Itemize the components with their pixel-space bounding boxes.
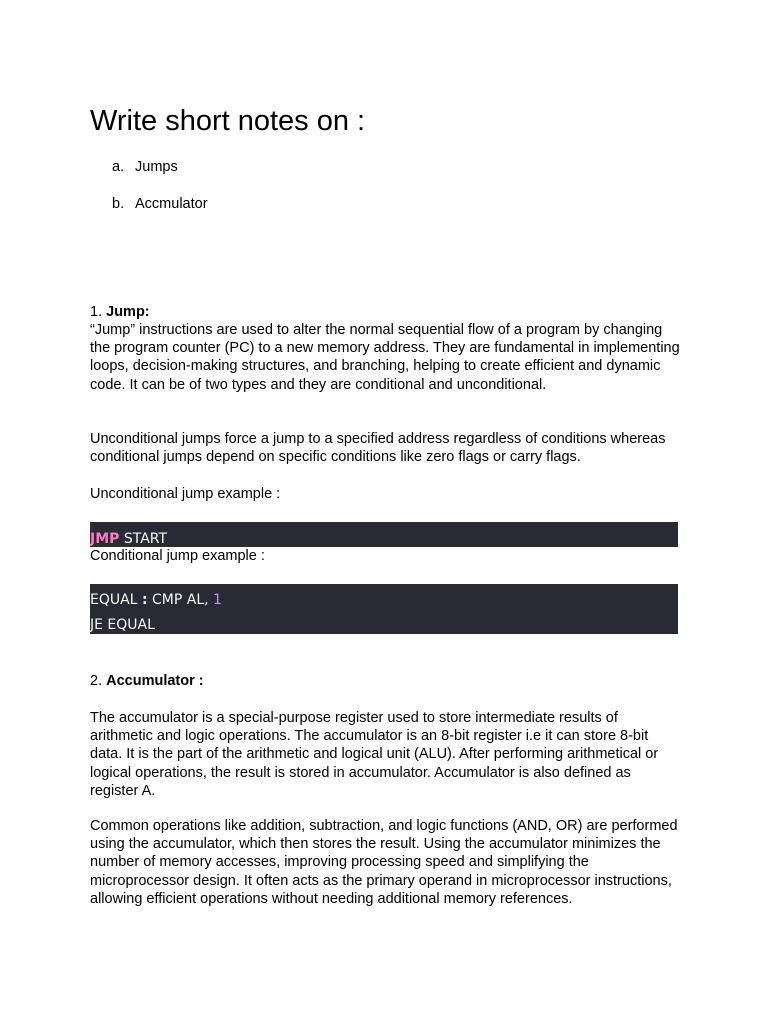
unconditional-code-block — [90, 522, 678, 547]
jump-paragraph-2 — [90, 430, 680, 466]
paragraph: Conditional jump example : — [90, 548, 265, 564]
accumulator-heading — [90, 672, 204, 690]
code-colon: : — [141, 592, 148, 608]
code-number: 1 — [213, 592, 222, 608]
code-line — [90, 588, 678, 613]
accumulator-paragraph-2 — [90, 817, 680, 908]
section-title: Jump: — [106, 304, 150, 320]
conditional-label — [90, 547, 680, 565]
code-line — [90, 613, 678, 634]
code-keyword: JMP — [90, 531, 120, 547]
paragraph: “Jump” instructions are used to alter the normal sequential flow of a program by changing the program counter (PC) to a new memory address. They are fundamental in implementing loops, decision-making structures, and branching, helping to create efficient and dynamic code. It can be of two types and they are conditional and unconditional. — [90, 322, 680, 393]
code-operand: START — [119, 531, 168, 547]
paragraph: The accumulator is a special-purpose register used to store intermediate results of arithmetic and logic operations. The accumulator is an 8-bit register i.e it can store 8-bit data. It is the part of the arithmetic and logical unit (ALU). After performing arithmetical or logical operations, the result is stored in accumulator. Accumulator is also defined as register A. — [90, 710, 659, 799]
code-instruction: JE EQUAL — [90, 617, 155, 633]
section-number: 2. — [90, 673, 103, 689]
question-item-b — [112, 195, 208, 213]
question-item-a — [112, 158, 178, 176]
paragraph: Unconditional jump example : — [90, 486, 281, 502]
page-title: Write short notes on : — [90, 105, 366, 137]
code-instruction: CMP AL, — [147, 592, 214, 608]
paragraph: Unconditional jumps force a jump to a specified address regardless of conditions whereas conditional jumps depend on specific conditions like zero flags or carry flags. — [90, 431, 666, 466]
list-marker: b. — [112, 196, 125, 212]
section-number: 1. — [90, 304, 103, 320]
section-title: Accumulator : — [106, 673, 204, 689]
accumulator-paragraph-1 — [90, 709, 680, 800]
code-line — [90, 527, 678, 547]
paragraph: Common operations like addition, subtraction, and logic functions (AND, OR) are performed using the accumulator, which then stores the result. Using the accumulator minimizes the number of memory accesses, improving processing speed and simplifying the microprocessor design. It often acts as the primary operand in microprocessor instructions, allowing efficient operations without needing additional memory references. — [90, 818, 678, 907]
list-marker: a. — [112, 159, 125, 175]
jump-paragraph-1 — [90, 321, 680, 394]
unconditional-label — [90, 485, 680, 503]
conditional-code-block — [90, 584, 678, 634]
jump-heading — [90, 303, 150, 321]
code-label: EQUAL — [90, 592, 142, 608]
question-text: Accmulator — [135, 196, 208, 212]
question-text: Jumps — [135, 159, 178, 175]
